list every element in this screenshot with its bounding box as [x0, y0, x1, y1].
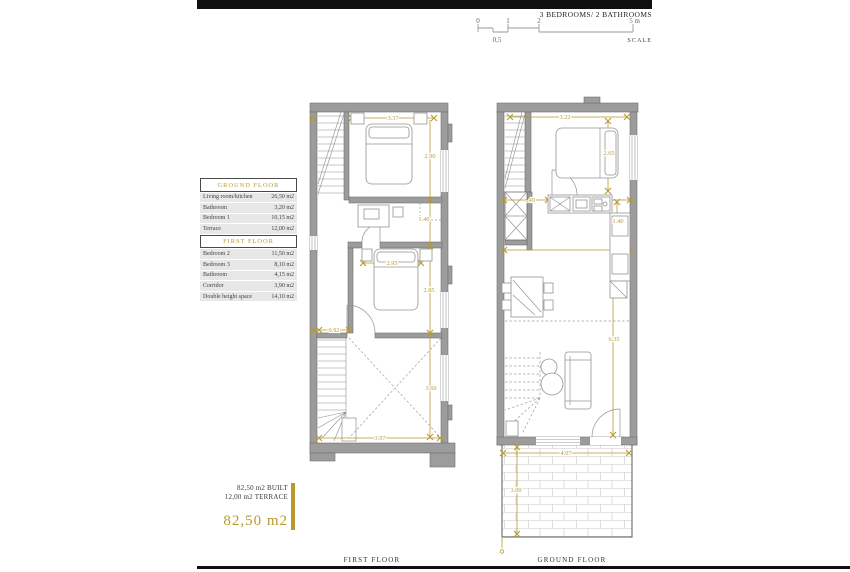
dim-label: 4.07 [560, 450, 572, 457]
built-area: 82,50 m2 BUILT [237, 484, 288, 492]
room-label: Bathroom [203, 272, 227, 279]
room-area: 3,20 m2 [274, 204, 294, 211]
dim-label: 2.65 [603, 150, 615, 157]
dim-label: 3.22 [559, 114, 571, 121]
bottom-black-line [197, 566, 850, 569]
first-floor-label: FIRST FLOOR [343, 556, 401, 564]
room-label: Terrace [203, 226, 221, 233]
scale-1: 1 [506, 17, 510, 25]
scale-2: 2 [537, 17, 541, 25]
dim-label: 1.40 [418, 216, 430, 223]
dim-label: 3.97 [374, 435, 386, 442]
sheet-title: 3 BEDROOMS/ 2 BATHROOMS [539, 10, 652, 19]
room-label: Bedroom 1 [203, 215, 230, 222]
room-area: 14,10 m2 [271, 293, 294, 300]
room-area: 11,50 m2 [271, 251, 294, 258]
first-floor-table-header: FIRST FLOOR [200, 235, 297, 249]
dim-label: 3.37 [387, 115, 399, 122]
ground-floor-shaft [505, 192, 527, 240]
room-area: 10,15 m2 [271, 215, 294, 222]
scale-word: SCALE [627, 37, 652, 44]
dim-label: 1.40 [612, 218, 624, 225]
dim-label: 0.92 [328, 327, 340, 334]
room-label: Double height space [203, 293, 252, 300]
room-area: 8,10 m2 [274, 261, 294, 268]
scale-0: 0 [476, 17, 480, 25]
dim-label: 2.85 [423, 287, 435, 294]
ground-floor-plan [497, 97, 638, 553]
ground-floor-furniture [502, 128, 630, 436]
room-area: 12,00 m2 [271, 226, 294, 233]
room-label: Corridor [203, 282, 224, 289]
room-label: Bedroom 2 [203, 251, 230, 258]
ground-floor-table-header: GROUND FLOOR [200, 178, 297, 192]
dim-label: .49 [527, 197, 535, 204]
room-label: Living room/kitchen [203, 194, 253, 201]
scale-05: 0,5 [492, 36, 502, 44]
room-area: 4,15 m2 [274, 272, 294, 279]
room-area: 26,50 m2 [271, 194, 294, 201]
total-area: 82,50 m2 [223, 513, 288, 529]
room-area: 3,90 m2 [274, 282, 294, 289]
room-label: Bedroom 3 [203, 261, 230, 268]
dim-label: 3.00 [510, 487, 522, 494]
dim-label: 2.95 [386, 260, 398, 267]
dim-label: 2.90 [424, 153, 436, 160]
scale-5m: 5 m [629, 17, 640, 25]
ground-floor-stairs [505, 112, 525, 188]
first-floor-furniture [351, 113, 442, 310]
terrace-area: 12,00 m2 TERRACE [224, 492, 288, 501]
dim-label: 3.60 [425, 385, 437, 392]
first-floor-plan [310, 103, 455, 467]
room-label: Bathroom [203, 204, 227, 211]
dim-label: 6.35 [608, 336, 620, 343]
ground-floor-label: GROUND FLOOR [537, 556, 607, 564]
